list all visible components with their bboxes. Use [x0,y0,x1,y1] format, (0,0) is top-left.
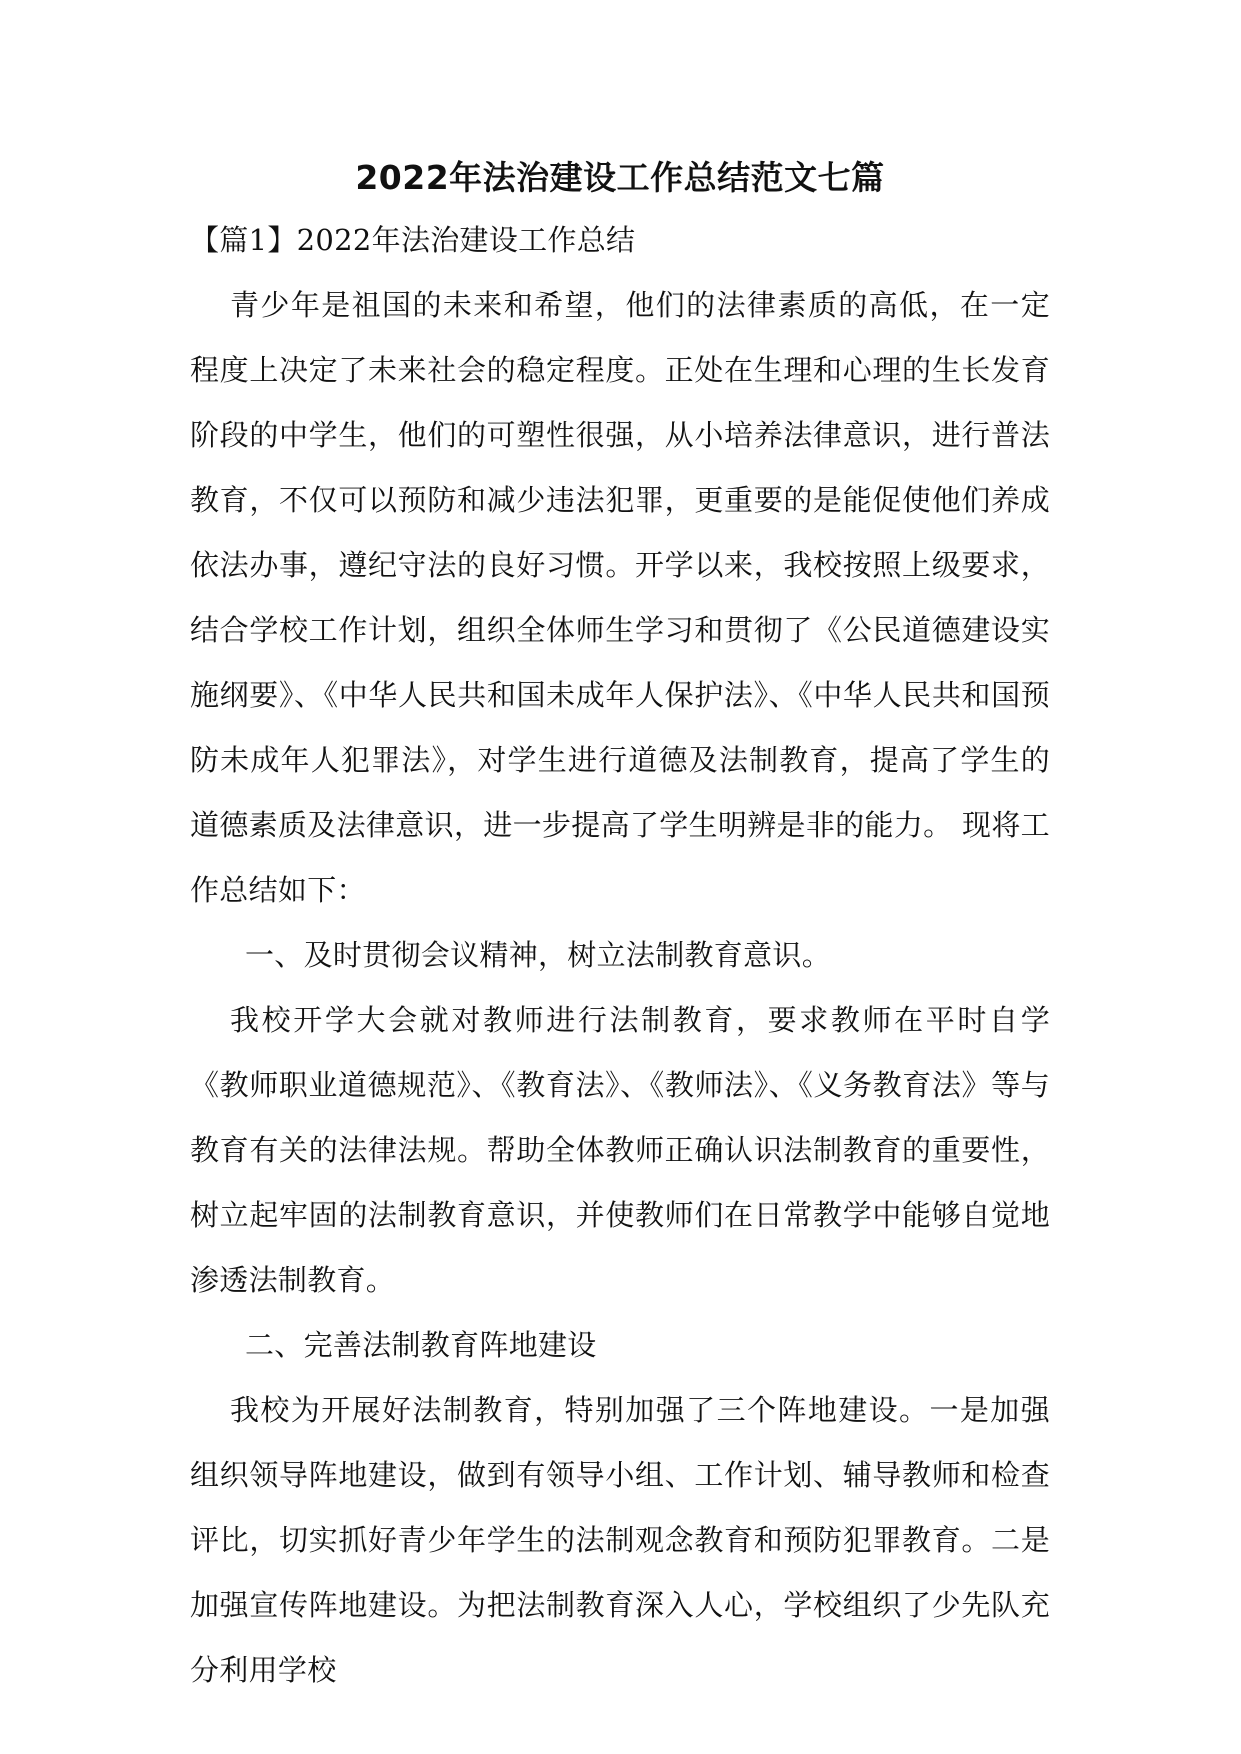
paragraph-teacher-education: 我校开学大会就对教师进行法制教育，要求教师在平时自学《教师职业道德规范》、《教育法》、《教师法》、《义务教育法》等与教育有关的法律法规。帮助全体教师正确认识法制教育的重要性，树立起牢固的法制教育意识，并使教师们在日常教学中能够自觉地渗透法制教育。 [190,1003,1050,1297]
heading-one: 一、及时贯彻会议精神，树立法制教育意识。 [245,938,832,972]
heading-two: 二、完善法制教育阵地建设 [245,1328,597,1362]
paragraph-position-building: 我校为开展好法制教育，特别加强了三个阵地建设。一是加强组织领导阵地建设，做到有领导小组、工作计划、辅导教师和检查评比，切实抓好青少年学生的法制观念教育和预防犯罪教育。二是加强宣传阵地建设。为把法制教育深入人心，学校组织了少先队充分利用学校 [190,1393,1050,1687]
paragraph-intro: 青少年是祖国的未来和希望，他们的法律素质的高低，在一定程度上决定了未来社会的稳定程度。正处在生理和心理的生长发育阶段的中学生，他们的可塑性很强，从小培养法律意识，进行普法教育，不仅可以预防和减少违法犯罪，更重要的是能促使他们养成依法办事，遵纪守法的良好习惯。开学以来，我校按照上级要求，结合学校工作计划，组织全体师生学习和贯彻了《公民道德建设实施纲要》、《中华人民共和国未成年人保护法》、《中华人民共和国预防未成年人犯罪法》，对学生进行道德及法制教育，提高了学生的道德素质及法律意识，进一步提高了学生明辨是非的能力。 现将工作总结如下： [190,288,1050,907]
section-label: 【篇1】2022年法治建设工作总结 [190,223,636,257]
document-body [190,150,1050,1703]
document-title: 2022年法治建设工作总结范文七篇 [355,158,885,197]
